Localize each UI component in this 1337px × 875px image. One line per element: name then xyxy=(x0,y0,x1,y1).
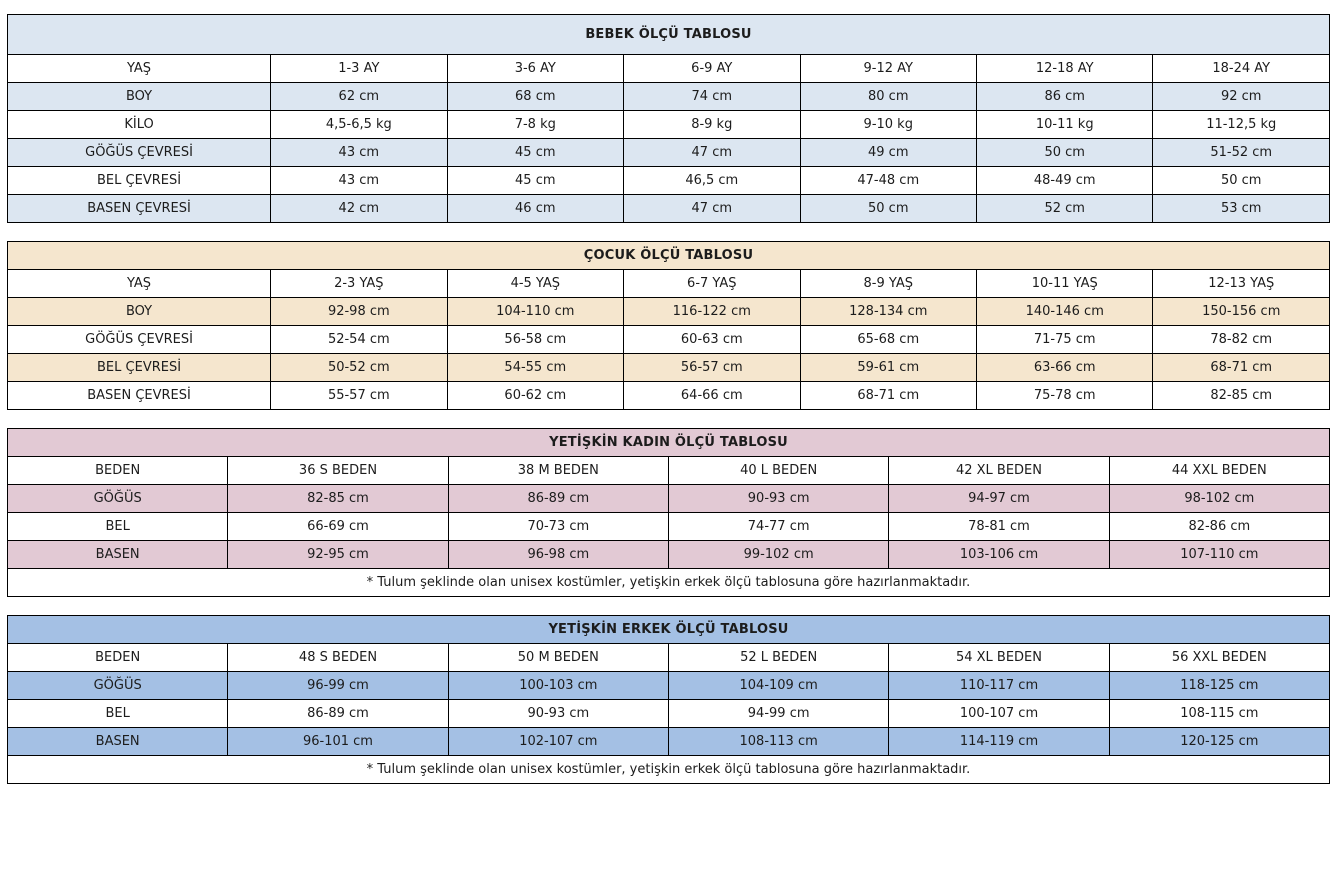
value-cell: 4-5 YAŞ xyxy=(447,270,623,298)
row-label: BEL xyxy=(8,700,228,728)
table-title-row xyxy=(8,15,1330,55)
value-cell: 140-146 cm xyxy=(977,298,1153,326)
value-cell: 54-55 cm xyxy=(447,354,623,382)
row-label: BEDEN xyxy=(8,644,228,672)
value-cell: 86 cm xyxy=(977,83,1153,111)
row-label: GÖĞÜS xyxy=(8,485,228,513)
value-cell: 44 XXL BEDEN xyxy=(1109,457,1329,485)
value-cell: 10-11 kg xyxy=(977,111,1153,139)
row-label: YAŞ xyxy=(8,270,271,298)
table-row xyxy=(8,541,1330,569)
value-cell: 70-73 cm xyxy=(448,513,668,541)
value-cell: 75-78 cm xyxy=(977,382,1153,410)
table-footnote-row xyxy=(8,569,1330,597)
table-row xyxy=(8,354,1330,382)
value-cell: 71-75 cm xyxy=(977,326,1153,354)
value-cell: 36 S BEDEN xyxy=(228,457,448,485)
table-row xyxy=(8,728,1330,756)
value-cell: 94-97 cm xyxy=(889,485,1109,513)
value-cell: 100-103 cm xyxy=(448,672,668,700)
yetiskin-erkek-olcu-tablosu-footnote: * Tulum şeklinde olan unisex kostümler, yetişkin erkek ölçü tablosuna göre hazırlanmaktadır. xyxy=(8,756,1330,784)
value-cell: 62 cm xyxy=(271,83,447,111)
row-label: BOY xyxy=(8,83,271,111)
value-cell: 55-57 cm xyxy=(271,382,447,410)
value-cell: 94-99 cm xyxy=(668,700,888,728)
value-cell: 56-58 cm xyxy=(447,326,623,354)
value-cell: 60-62 cm xyxy=(447,382,623,410)
value-cell: 92 cm xyxy=(1153,83,1330,111)
value-cell: 116-122 cm xyxy=(624,298,800,326)
row-label: GÖĞÜS ÇEVRESİ xyxy=(8,139,271,167)
size-tables xyxy=(7,14,1330,784)
value-cell: 96-99 cm xyxy=(228,672,448,700)
value-cell: 51-52 cm xyxy=(1153,139,1330,167)
row-label: YAŞ xyxy=(8,55,271,83)
value-cell: 108-113 cm xyxy=(668,728,888,756)
value-cell: 68 cm xyxy=(447,83,623,111)
row-label: BASEN xyxy=(8,728,228,756)
value-cell: 96-98 cm xyxy=(448,541,668,569)
value-cell: 12-18 AY xyxy=(977,55,1153,83)
value-cell: 38 M BEDEN xyxy=(448,457,668,485)
value-cell: 110-117 cm xyxy=(889,672,1109,700)
value-cell: 54 XL BEDEN xyxy=(889,644,1109,672)
table-title-row xyxy=(8,616,1330,644)
row-label: BEL ÇEVRESİ xyxy=(8,354,271,382)
value-cell: 11-12,5 kg xyxy=(1153,111,1330,139)
value-cell: 99-102 cm xyxy=(668,541,888,569)
value-cell: 8-9 kg xyxy=(624,111,800,139)
value-cell: 120-125 cm xyxy=(1109,728,1329,756)
value-cell: 52 L BEDEN xyxy=(668,644,888,672)
row-label: BOY xyxy=(8,298,271,326)
table-row xyxy=(8,83,1330,111)
value-cell: 47 cm xyxy=(624,139,800,167)
value-cell: 52-54 cm xyxy=(271,326,447,354)
cocuk-olcu-tablosu-title: ÇOCUK ÖLÇÜ TABLOSU xyxy=(8,242,1330,270)
value-cell: 107-110 cm xyxy=(1109,541,1329,569)
value-cell: 114-119 cm xyxy=(889,728,1109,756)
row-label: BASEN xyxy=(8,541,228,569)
table-row xyxy=(8,700,1330,728)
value-cell: 96-101 cm xyxy=(228,728,448,756)
yetiskin-kadin-olcu-tablosu-footnote: * Tulum şeklinde olan unisex kostümler, yetişkin erkek ölçü tablosuna göre hazırlanmaktadır. xyxy=(8,569,1330,597)
value-cell: 78-81 cm xyxy=(889,513,1109,541)
value-cell: 1-3 AY xyxy=(271,55,447,83)
value-cell: 65-68 cm xyxy=(800,326,976,354)
value-cell: 86-89 cm xyxy=(228,700,448,728)
value-cell: 78-82 cm xyxy=(1153,326,1330,354)
value-cell: 43 cm xyxy=(271,167,447,195)
table-row xyxy=(8,485,1330,513)
value-cell: 42 cm xyxy=(271,195,447,223)
value-cell: 50 cm xyxy=(1153,167,1330,195)
value-cell: 47 cm xyxy=(624,195,800,223)
value-cell: 8-9 YAŞ xyxy=(800,270,976,298)
bebek-olcu-tablosu xyxy=(7,14,1330,223)
value-cell: 7-8 kg xyxy=(447,111,623,139)
value-cell: 90-93 cm xyxy=(448,700,668,728)
cocuk-olcu-tablosu xyxy=(7,241,1330,410)
value-cell: 66-69 cm xyxy=(228,513,448,541)
value-cell: 98-102 cm xyxy=(1109,485,1329,513)
value-cell: 86-89 cm xyxy=(448,485,668,513)
value-cell: 100-107 cm xyxy=(889,700,1109,728)
value-cell: 2-3 YAŞ xyxy=(271,270,447,298)
value-cell: 63-66 cm xyxy=(977,354,1153,382)
value-cell: 50 M BEDEN xyxy=(448,644,668,672)
value-cell: 80 cm xyxy=(800,83,976,111)
table-row xyxy=(8,270,1330,298)
yetiskin-erkek-olcu-tablosu-title: YETİŞKİN ERKEK ÖLÇÜ TABLOSU xyxy=(8,616,1330,644)
value-cell: 47-48 cm xyxy=(800,167,976,195)
value-cell: 82-85 cm xyxy=(228,485,448,513)
value-cell: 102-107 cm xyxy=(448,728,668,756)
value-cell: 74 cm xyxy=(624,83,800,111)
value-cell: 90-93 cm xyxy=(668,485,888,513)
value-cell: 50 cm xyxy=(977,139,1153,167)
table-row xyxy=(8,513,1330,541)
value-cell: 18-24 AY xyxy=(1153,55,1330,83)
table-row xyxy=(8,457,1330,485)
row-label: KİLO xyxy=(8,111,271,139)
table-footnote-row xyxy=(8,756,1330,784)
table-row xyxy=(8,167,1330,195)
value-cell: 6-7 YAŞ xyxy=(624,270,800,298)
row-label: GÖĞÜS ÇEVRESİ xyxy=(8,326,271,354)
yetiskin-erkek-olcu-tablosu xyxy=(7,615,1330,784)
value-cell: 128-134 cm xyxy=(800,298,976,326)
row-label: GÖĞÜS xyxy=(8,672,228,700)
value-cell: 56-57 cm xyxy=(624,354,800,382)
value-cell: 59-61 cm xyxy=(800,354,976,382)
value-cell: 50 cm xyxy=(800,195,976,223)
table-row xyxy=(8,139,1330,167)
table-row xyxy=(8,644,1330,672)
table-row xyxy=(8,326,1330,354)
yetiskin-kadin-olcu-tablosu-title: YETİŞKİN KADIN ÖLÇÜ TABLOSU xyxy=(8,429,1330,457)
value-cell: 6-9 AY xyxy=(624,55,800,83)
value-cell: 103-106 cm xyxy=(889,541,1109,569)
value-cell: 74-77 cm xyxy=(668,513,888,541)
table-row xyxy=(8,672,1330,700)
value-cell: 10-11 YAŞ xyxy=(977,270,1153,298)
value-cell: 49 cm xyxy=(800,139,976,167)
value-cell: 50-52 cm xyxy=(271,354,447,382)
value-cell: 46 cm xyxy=(447,195,623,223)
value-cell: 48 S BEDEN xyxy=(228,644,448,672)
value-cell: 64-66 cm xyxy=(624,382,800,410)
value-cell: 92-95 cm xyxy=(228,541,448,569)
value-cell: 12-13 YAŞ xyxy=(1153,270,1330,298)
value-cell: 45 cm xyxy=(447,139,623,167)
value-cell: 104-109 cm xyxy=(668,672,888,700)
table-title-row xyxy=(8,429,1330,457)
yetiskin-kadin-olcu-tablosu xyxy=(7,428,1330,597)
row-label: BASEN ÇEVRESİ xyxy=(8,195,271,223)
value-cell: 48-49 cm xyxy=(977,167,1153,195)
value-cell: 40 L BEDEN xyxy=(668,457,888,485)
value-cell: 3-6 AY xyxy=(447,55,623,83)
value-cell: 9-12 AY xyxy=(800,55,976,83)
value-cell: 68-71 cm xyxy=(1153,354,1330,382)
value-cell: 56 XXL BEDEN xyxy=(1109,644,1329,672)
value-cell: 9-10 kg xyxy=(800,111,976,139)
value-cell: 68-71 cm xyxy=(800,382,976,410)
value-cell: 82-85 cm xyxy=(1153,382,1330,410)
value-cell: 45 cm xyxy=(447,167,623,195)
table-row xyxy=(8,111,1330,139)
row-label: BASEN ÇEVRESİ xyxy=(8,382,271,410)
value-cell: 4,5-6,5 kg xyxy=(271,111,447,139)
row-label: BEL xyxy=(8,513,228,541)
row-label: BEL ÇEVRESİ xyxy=(8,167,271,195)
value-cell: 46,5 cm xyxy=(624,167,800,195)
value-cell: 82-86 cm xyxy=(1109,513,1329,541)
value-cell: 92-98 cm xyxy=(271,298,447,326)
value-cell: 104-110 cm xyxy=(447,298,623,326)
value-cell: 150-156 cm xyxy=(1153,298,1330,326)
table-row xyxy=(8,55,1330,83)
table-row xyxy=(8,298,1330,326)
table-row xyxy=(8,195,1330,223)
value-cell: 43 cm xyxy=(271,139,447,167)
value-cell: 42 XL BEDEN xyxy=(889,457,1109,485)
value-cell: 53 cm xyxy=(1153,195,1330,223)
value-cell: 108-115 cm xyxy=(1109,700,1329,728)
value-cell: 60-63 cm xyxy=(624,326,800,354)
value-cell: 118-125 cm xyxy=(1109,672,1329,700)
table-title-row xyxy=(8,242,1330,270)
bebek-olcu-tablosu-title: BEBEK ÖLÇÜ TABLOSU xyxy=(8,15,1330,55)
table-row xyxy=(8,382,1330,410)
row-label: BEDEN xyxy=(8,457,228,485)
value-cell: 52 cm xyxy=(977,195,1153,223)
